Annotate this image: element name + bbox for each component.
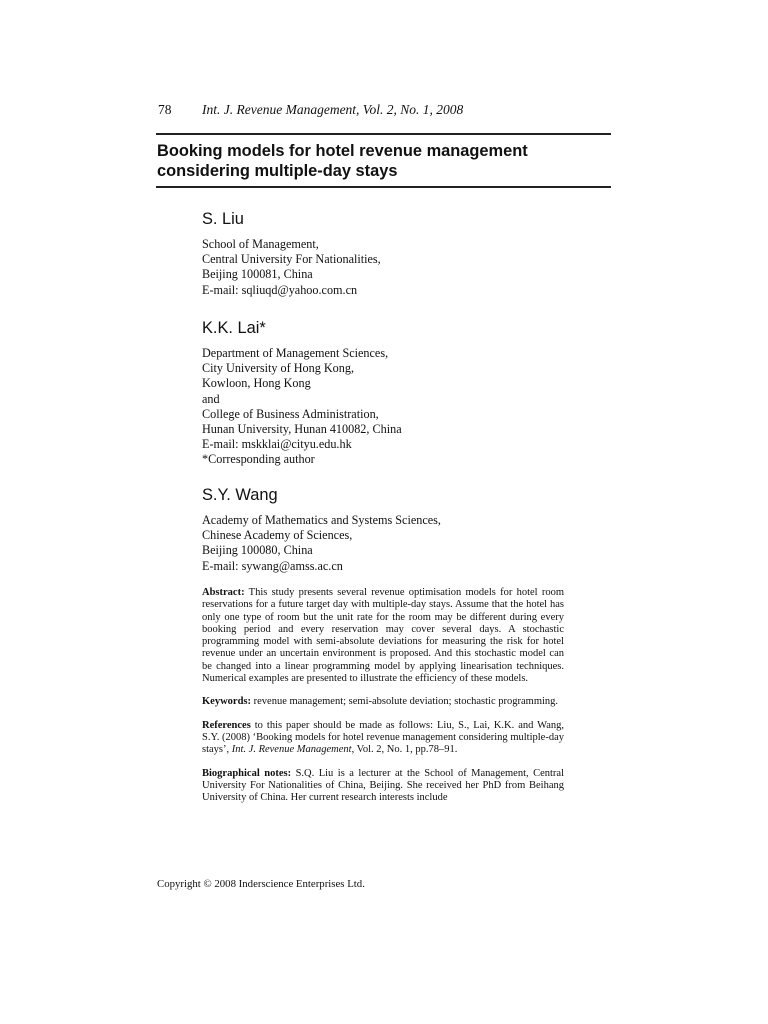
affiliation-line: Beijing 100081, China [202,267,313,282]
affiliation-line: and [202,391,220,406]
front-matter-text [202,587,566,849]
paper-title-line-1: Booking models for hotel revenue management [157,142,528,160]
author-email: E-mail: mskklai@cityu.edu.hk [202,437,352,452]
copyright-notice: Copyright © 2008 Inderscience Enterprises Ltd. [157,878,365,890]
affiliation-line: Department of Management Sciences, [202,346,389,360]
references-text: to this paper should be made as follows: Liu, S., Lai, K.K. and Wang, S.Y. (2008) ‘Booking models for hotel revenue management considering multiple-day stays’, [202,719,565,756]
affiliation-line: College of Business Administration, [202,406,379,421]
author-block-lai [202,318,582,468]
author-name: S.Y. Wang [202,486,278,504]
affiliation-line: Academy of Mathematics and Systems Sciences, [202,513,441,527]
corresponding-author-note: *Corresponding author [202,452,315,467]
author-email: E-mail: sqliuqd@yahoo.com.cn [202,282,358,297]
journal-citation: Int. J. Revenue Management, Vol. 2, No. 1, 2008 [202,102,464,117]
abstract-text: This study presents several revenue optimisation models for hotel room reservations for a future target day with multiple-day stays. Assume that the hotel has only one type of room but the unit rate for the room may be different during every booking period and every reservation may cover several days. A stochastic programming model with semi-absolute deviations for measuring the risk for hotel revenue under an uncertain environment is proposed. And this stochastic model can be changed into a linear programming model by applying linearisation techniques. Numerical examples are presented to illustrate the efficiency of these models. [202,587,564,685]
author-block-liu [202,209,582,298]
paper-title [157,141,613,181]
author-block-wang [202,485,582,574]
affiliation-line: Kowloon, Hong Kong [202,376,311,391]
biographical-label: Biographical notes: [202,767,292,779]
references-journal: Int. J. Revenue Management [231,744,352,756]
author-name: K.K. Lai* [202,319,266,337]
keywords-text: revenue management; semi-absolute deviation; stochastic programming. [253,696,559,708]
affiliation-line: Central University For Nationalities, [202,252,381,267]
references-paragraph [202,720,564,757]
title-top-rule [156,133,611,135]
biographical-text: S.Q. Liu is a lecturer at the School of Management, Central University For Nationalities of China, Beijing. She received her PhD from Beihang University of China. Her current research interests include [202,767,565,804]
keywords-label: Keywords: [202,696,251,708]
abstract-label: Abstract: [202,587,245,598]
abstract-paragraph [202,587,564,685]
affiliation-line: School of Management, [202,237,319,251]
title-bottom-rule [156,186,611,188]
affiliation-line: Hunan University, Hunan 410082, China [202,422,402,437]
biographical-paragraph [202,768,564,805]
page-number: 78 [158,102,172,117]
references-text-after: , Vol. 2, No. 1, pp.78–91. [351,744,458,756]
running-header [158,102,612,118]
paper-title-line-2: considering multiple-day stays [157,162,398,180]
author-name: S. Liu [202,210,244,228]
author-email: E-mail: sywang@amss.ac.cn [202,558,343,573]
references-label: References [202,719,251,731]
affiliation-line: City University of Hong Kong, [202,361,354,376]
keywords-paragraph [202,696,564,708]
affiliation-line: Chinese Academy of Sciences, [202,528,353,543]
affiliation-line: Beijing 100080, China [202,543,313,558]
